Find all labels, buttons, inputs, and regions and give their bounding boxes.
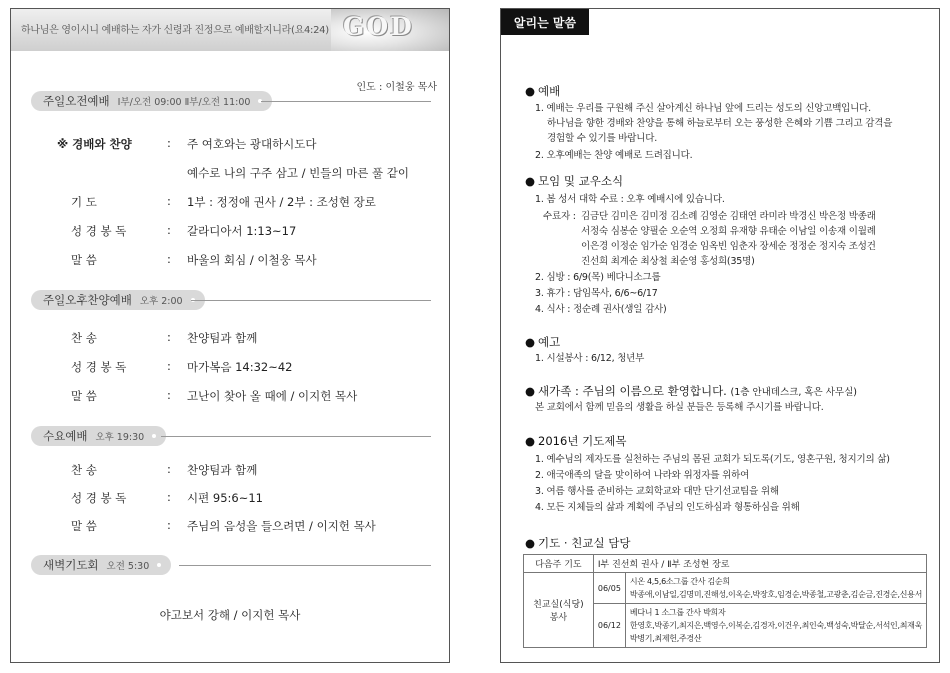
section-title: 수요예배 [43,429,88,443]
graduates-line: 서정숙 심봉순 양필순 오순역 오정희 유재향 유태순 이남일 이송재 이월례 [581,226,876,237]
prayer-topic-line: 3. 여름 행사를 준비하는 교회학교와 대만 단기선교팀을 위해 [535,486,779,497]
table-cell: Ⅰ부 진선희 권사 / Ⅱ부 조성현 장로 [593,555,926,573]
order-label: ※ 경배와 찬양 [57,137,132,151]
news-line: 4. 식사 : 정순례 권사(생일 감사) [535,304,667,315]
bullet-icon: ● [525,174,536,188]
table-cell: 베다니 1 소그룹 간사 박희자 한영호,박종기,최지은,백영수,이복순,김경자,이건우,최인숙,백성숙,박달순,서석인,최재욱 박병기,최제헌,주경산 [625,604,926,648]
order-value: 찬양팀과 함께 [187,331,258,345]
bullet-icon: ● [525,335,536,349]
worship-line: 2. 오후예배는 찬양 예배로 드려집니다. [535,150,693,161]
news-line: 3. 휴가 : 담임목사, 6/6~6/17 [535,288,658,299]
worship-title: ● 예배 [525,84,561,98]
worship-order-page: 하나님은 영이시니 예배하는 자가 신령과 진정으로 예배할지니라(요4:24) GOD 인도 : 이철웅 목사 주일오전예배 Ⅰ부/오전 09:00 Ⅱ부/오전 11:00 ※ 경배와 찬양 : 주 여호와는 광대하시도다 예수로 나의 구주 삼고 / 빈들의 마른 풀 같이 기 도 : 1부 : 정정애 권사 / 2부 : 조성현 장로 성 경 봉 독 : 갈라디아서 1:13~17 말 씀 : 바울의 회심 / 이철웅 목사 주일오후찬양예배 오후 2:00 찬 송 : 찬양팀과 함께 성 경 봉 독 : 마가복음 14:32~42 말 씀 : 고난이 찾아 올 때에 / 이지헌 목사 수요예배 오후 19:30 찬 송 : 찬양팀과 함께 성 경 봉 독 : 시편 95:6~11 말 씀 : 주님의 음성을 들으려면 / 이지헌 목사 새벽기도회 오전 5:30 야고보서 강해 / 이지헌 목사 [10,8,450,663]
dawn-sermon: 야고보서 강해 / 이지헌 목사 [159,608,301,622]
prayer-topics-title: ● 2016년 기도제목 [525,434,627,448]
order-value: 예수로 나의 구주 삼고 / 빈들의 마른 풀 같이 [187,166,409,180]
leader-line: 인도 : 이철웅 목사 [356,82,437,93]
table-cell: 다음주 기도 [524,555,594,573]
section-afternoon-service [31,290,205,310]
duty-table [523,554,927,648]
order-value: 갈라디아서 1:13~17 [187,224,297,238]
announcements-header: 알리는 말씀 [501,9,589,35]
order-label: 찬 송 [71,331,97,345]
worship-line: 경험할 수 있기를 바랍니다. [547,133,658,144]
section-time: Ⅰ부/오전 09:00 Ⅱ부/오전 11:00 [117,97,251,108]
section-wednesday-service [31,426,166,446]
section-time: 오전 5:30 [106,561,150,572]
section-divider [261,101,431,102]
table-row [524,573,927,604]
order-value: 마가복음 14:32~42 [187,360,293,374]
section-divider [161,436,431,437]
table-cell: 06/05 [593,573,625,604]
section-title: 주일오전예배 [43,94,110,108]
section-morning-service [31,91,272,111]
order-label: 기 도 [71,195,97,209]
section-dawn-prayer [31,555,171,575]
order-label: 성 경 봉 독 [71,360,127,374]
section-divider [191,300,431,301]
news-line: 2. 심방 : 6/9(목) 베다니소그룹 [535,272,661,283]
god-logo [331,9,449,51]
table-cell: 친교실(식당) 봉사 [524,573,594,648]
order-value: 주님의 음성을 들으려면 / 이지헌 목사 [187,519,376,533]
order-value: 찬양팀과 함께 [187,463,258,477]
section-time: 오후 19:30 [95,432,145,443]
prayer-topic-line: 1. 예수님의 제자도를 실천하는 주님의 몸된 교회가 되도록(기도, 영혼구원, 청지기의 삶) [535,454,890,465]
graduates-label: 수료자 : [543,211,576,222]
order-label: 말 씀 [71,519,97,533]
bullet-icon: ● [525,434,536,448]
section-divider [179,565,431,566]
graduates-line: 진선희 최계순 최상철 최순영 홍성희(35명) [581,256,755,267]
section-title: 주일오후찬양예배 [43,293,132,307]
god-logo-text: GOD [343,12,414,41]
verse-banner [11,9,449,51]
order-value: 주 여호와는 광대하시도다 [187,137,317,151]
graduates-line: 이은경 이정순 임가순 임경순 임옥빈 임춘자 장세순 정정순 정지숙 조성건 [581,241,876,252]
order-label: 성 경 봉 독 [71,224,127,238]
section-title: 새벽기도회 [43,558,99,572]
news-title: ● 모임 및 교우소식 [525,174,624,188]
notice-title: ● 예고 [525,335,561,349]
bullet-icon: ● [525,536,536,550]
order-label: 성 경 봉 독 [71,491,127,505]
news-line: 1. 봄 성서 대학 수료 : 오후 예배시에 있습니다. [535,194,725,205]
bullet-icon: ● [525,384,536,398]
order-value: 고난이 찾아 올 때에 / 이지헌 목사 [187,389,358,403]
section-dot-icon [152,434,156,438]
table-row [524,555,927,573]
section-dot-icon [157,563,161,567]
table-cell: 06/12 [593,604,625,648]
duty-title: ● 기도 · 친교실 담당 [525,536,631,550]
prayer-topic-line: 4. 모든 지체들의 삶과 계획에 주님의 인도하심과 형통하심을 위해 [535,502,800,513]
worship-line: 1. 예배는 우리를 구원해 주신 살아계신 하나님 앞에 드리는 성도의 신앙고백입니다. [535,103,871,114]
section-time: 오후 2:00 [139,296,183,307]
prayer-topic-line: 2. 애국애족의 달을 맞이하여 나라와 위정자를 위하여 [535,470,750,481]
graduates-line: 김금단 김미은 김미정 김소례 김영순 김태연 라미라 박경신 박은정 박종래 [581,211,876,222]
announcements-page [500,8,940,663]
bullet-icon: ● [525,84,536,98]
order-label: 말 씀 [71,389,97,403]
notice-line: 1. 시설봉사 : 6/12, 청년부 [535,353,645,364]
order-label: 말 씀 [71,253,97,267]
table-cell: 시온 4,5,6소그룹 간사 김순희 박종애,이남일,김명미,진해성,이옥순,박장호,임경순,박종철,고광춘,김순금,진경순,신용서 [625,573,926,604]
verse-text: 하나님은 영이시니 예배하는 자가 신령과 진정으로 예배할지니라(요4:24) [21,25,329,36]
worship-line: 하나님을 향한 경배와 찬양을 통해 하늘로부터 오는 풍성한 은혜와 기쁨 그리고 감격을 [547,118,893,129]
new-family-line: 본 교회에서 함께 믿음의 생활을 하실 분들은 등록해 주시기를 바랍니다. [535,402,824,413]
new-family-title: ● 새가족 : 주님의 이름으로 환영합니다. (1층 안내데스크, 혹은 사무실) [525,384,857,398]
order-value: 1부 : 정정애 권사 / 2부 : 조성현 장로 [187,195,376,209]
order-value: 바울의 회심 / 이철웅 목사 [187,253,317,267]
order-label: 찬 송 [71,463,97,477]
order-value: 시편 95:6~11 [187,491,263,505]
